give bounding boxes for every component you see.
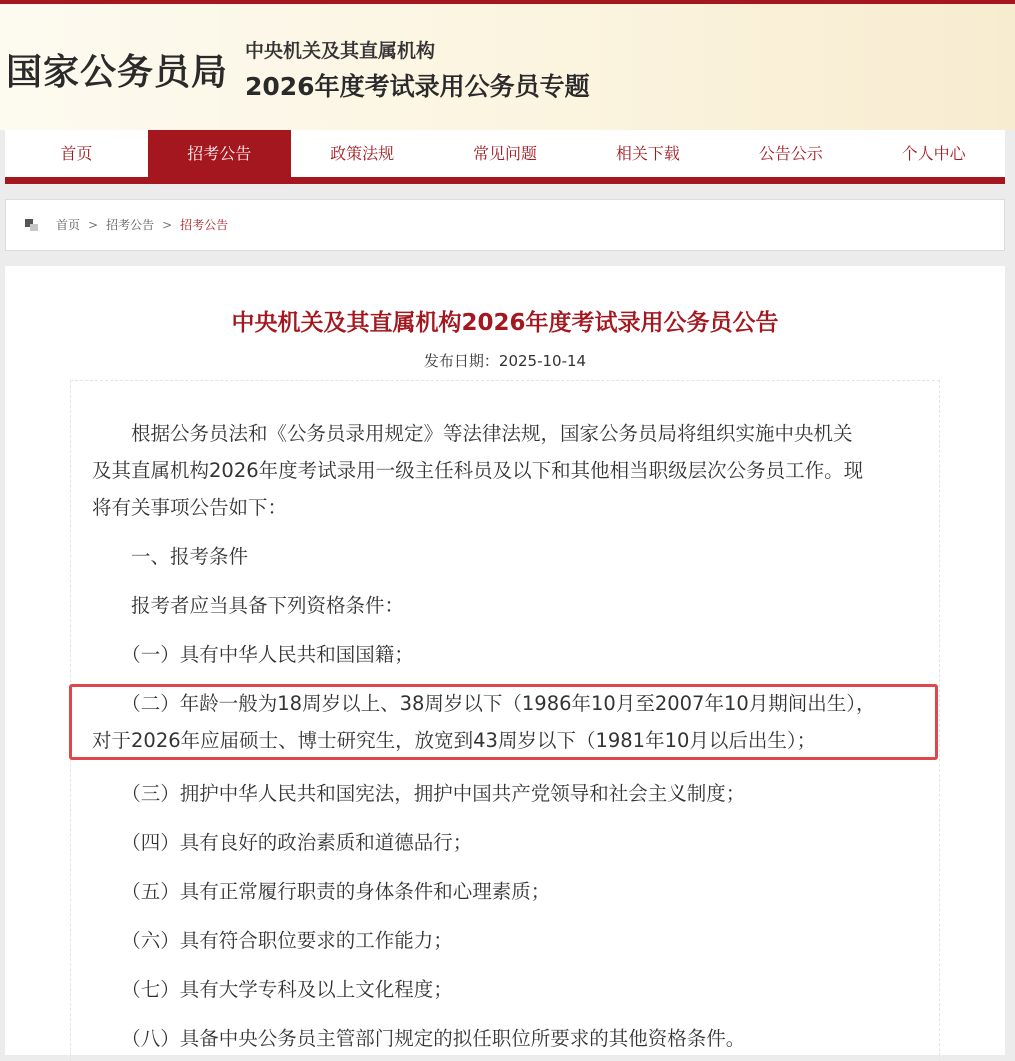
nav-item-personal-center[interactable]: 个人中心	[901, 144, 966, 163]
site-logo[interactable]: 国家公务员局	[6, 52, 229, 93]
location-icon	[25, 219, 39, 231]
body-line: 及其直属机构2026年度考试录用一级主任科员及以下和其他相当职级层次公务员工作。现	[92, 459, 864, 482]
body-line: （七）具有大学专科及以上文化程度；	[92, 978, 453, 1001]
breadcrumb-section[interactable]: 招考公告	[106, 218, 155, 232]
breadcrumb-separator: >	[88, 218, 99, 232]
breadcrumb-bar	[5, 199, 1005, 251]
body-line: （三）拥护中华人民共和国宪法，拥护中国共产党领导和社会主义制度；	[92, 782, 746, 805]
nav-item-recruitment-notices[interactable]: 招考公告	[148, 130, 291, 177]
body-line: 根据公务员法和《公务员录用规定》等法律法规，国家公务员局将组织实施中央机关	[92, 422, 853, 445]
nav-item-announcements[interactable]: 公告公示	[758, 144, 823, 163]
header-subtitle: 中央机关及其直属机构	[245, 40, 436, 62]
body-line: 报考者应当具备下列资格条件：	[92, 594, 405, 617]
breadcrumb	[56, 216, 228, 234]
publish-date: 发布日期：2025-10-14	[423, 352, 587, 370]
body-line: （四）具有良好的政治素质和道德品行；	[92, 831, 473, 854]
body-line: 一、报考条件	[92, 545, 249, 568]
breadcrumb-home[interactable]: 首页	[56, 218, 81, 232]
nav-item-downloads[interactable]: 相关下载	[615, 144, 680, 163]
article-title: 中央机关及其直属机构2026年度考试录用公务员公告	[231, 310, 779, 336]
breadcrumb-separator: >	[162, 218, 173, 232]
nav-item-faq[interactable]: 常见问题	[473, 144, 538, 163]
header-title: 2026年度考试录用公务员专题	[245, 72, 590, 101]
breadcrumb-current: 招考公告	[180, 218, 229, 232]
body-line: （五）具有正常履行职责的身体条件和心理素质；	[92, 880, 551, 903]
site-header	[0, 4, 1015, 130]
nav-item-policies[interactable]: 政策法规	[330, 144, 395, 163]
body-line: （二）年龄一般为18周岁以上、38周岁以下（1986年10月至2007年10月期间出生），	[92, 692, 876, 715]
body-line: 将有关事项公告如下：	[92, 496, 288, 519]
body-line: （一）具有中华人民共和国国籍；	[92, 643, 414, 666]
highlight-annotation	[69, 684, 938, 760]
main-nav	[5, 130, 1005, 184]
body-line: （六）具有符合职位要求的工作能力；	[92, 929, 453, 952]
body-line: 对于2026年应届硕士、博士研究生，放宽到43周岁以下（1981年10月以后出生）；	[92, 729, 817, 752]
nav-item-home[interactable]: 首页	[60, 144, 93, 163]
body-line: （八）具备中央公务员主管部门规定的拟任职位所要求的其他资格条件。	[92, 1027, 746, 1050]
article-container	[5, 266, 1005, 1055]
